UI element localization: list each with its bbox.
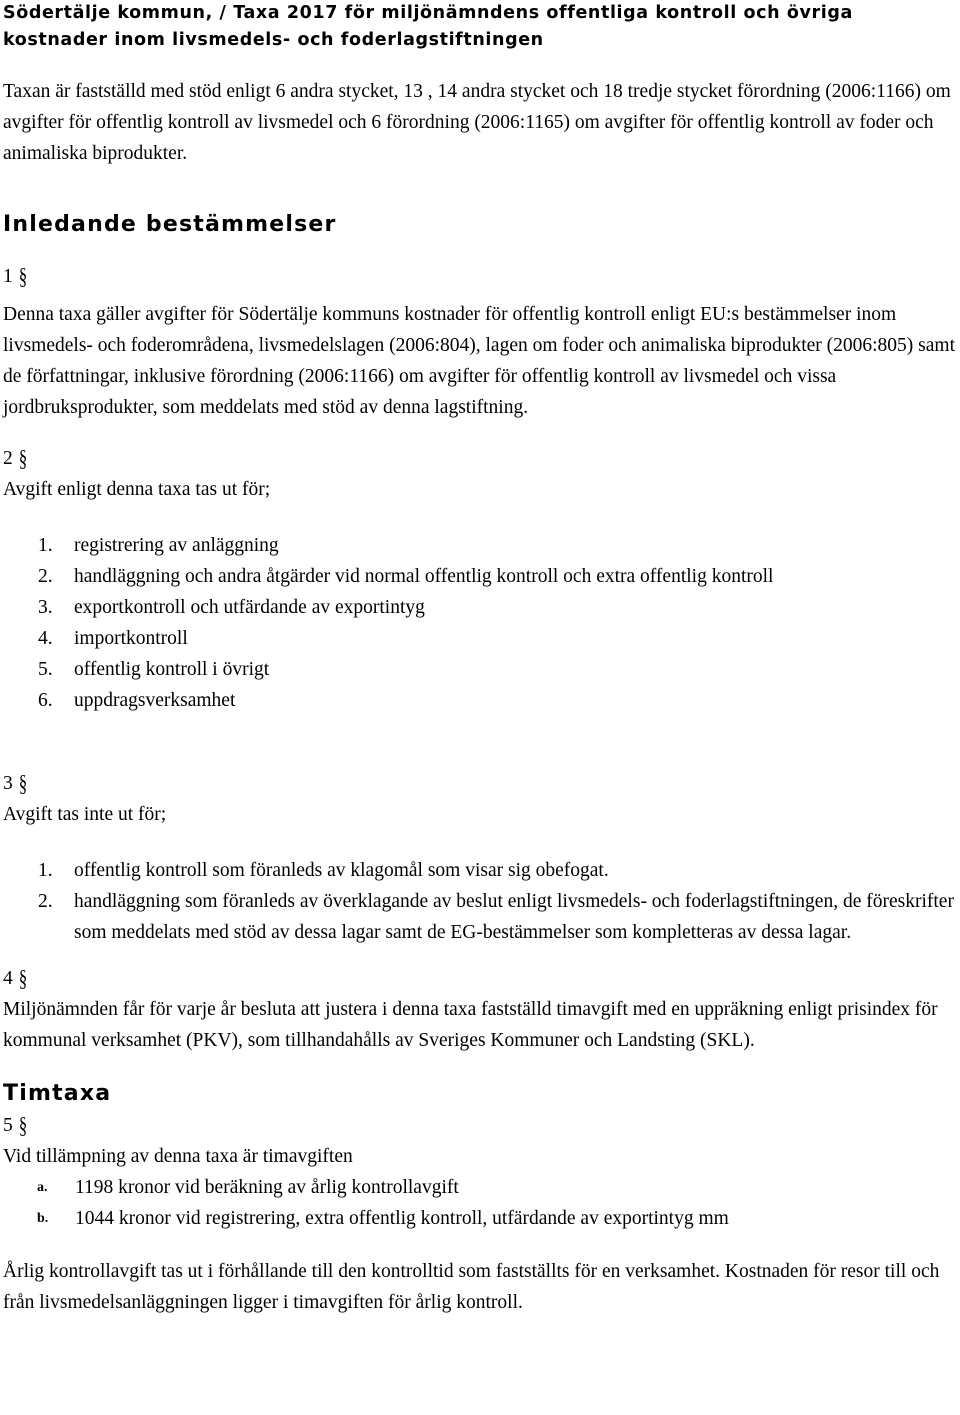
- paragraph-sign-icon: §: [18, 445, 28, 472]
- list-item: 2. handläggning som föranleds av överklagande av beslut enligt livsmedels- och foderlagstiftningen, de föreskrifter som meddelats med stöd av dessa lagar samt de EG-bestämmelser som kompletteras av dessa lagar.: [38, 891, 954, 943]
- list-item: b. 1044 kronor vid registrering, extra offentlig kontroll, utfärdande av exportintyg mm: [37, 1208, 729, 1229]
- section-2: [3, 443, 955, 716]
- paragraph-sign-icon: §: [18, 965, 28, 992]
- list-item: 2. handläggning och andra åtgärder vid normal offentlig kontroll och extra offentlig kontroll: [38, 566, 774, 587]
- section-3-list: [3, 855, 955, 948]
- list-item: 1. registrering av anläggning: [38, 535, 279, 556]
- section-3-lead: Avgift tas inte ut för;: [3, 804, 167, 825]
- paragraph-sign-icon: §: [18, 1112, 28, 1139]
- section-number: 1 §: [3, 261, 955, 292]
- list-item: a. 1198 kronor vid beräkning av årlig kontrollavgift: [37, 1177, 459, 1198]
- section-5-closing: Årlig kontrollavgift tas ut i förhållande till den kontrolltid som fastställts för en verksamhet. Kostnaden för resor till och från livsmedelsanläggningen ligger i timavgiften för årlig kontroll.: [3, 1261, 940, 1313]
- heading-inledande-bestammelser: Inledande bestämmelser: [3, 212, 337, 237]
- intro-paragraph: Taxan är fastställd med stöd enligt 6 andra stycket, 13 , 14 andra stycket och 18 tredje stycket förordning (2006:1166) om avgifter för offentlig kontroll av livsmedel och 6 förordning (2006:1165) om avgifter för offentlig kontroll av foder och animaliska biprodukter.: [3, 81, 951, 164]
- document-title: Södertälje kommun, / Taxa 2017 för miljönämndens offentliga kontroll och övriga kostnader inom livsmedels- och foderlagstiftningen: [3, 3, 853, 50]
- section-number: 3 §: [3, 768, 955, 799]
- section-1-text: Denna taxa gäller avgifter för Södertälje kommuns kostnader för offentlig kontroll enligt EU:s bestämmelser inom livsmedels- och foderområdena, livsmedelslagen (2006:804), lagen om foder och animaliska biprodukter (2006:805) samt de författningar, inklusive förordning (2006:1166) om avgifter för offentlig kontroll av livsmedel och vissa jordbruksprodukter, som meddelats med stöd av denna lagstiftning.: [3, 304, 955, 418]
- section-5-lead: Vid tillämpning av denna taxa är timavgiften: [3, 1146, 353, 1167]
- list-item: 3. exportkontroll och utfärdande av exportintyg: [38, 597, 425, 618]
- document-page: [3, 0, 955, 1318]
- section-number: 2 §: [3, 443, 955, 474]
- section-4-text: Miljönämnden får för varje år besluta att justera i denna taxa fastställd timavgift med en uppräkning enligt prisindex för kommunal verksamhet (PKV), som tillhandahålls av Sveriges Kommuner och Landsting (SKL).: [3, 999, 938, 1051]
- section-5: [3, 1110, 955, 1318]
- section-3: [3, 768, 955, 948]
- list-item: 5. offentlig kontroll i övrigt: [38, 659, 270, 680]
- section-2-lead: Avgift enligt denna taxa tas ut för;: [3, 479, 271, 500]
- list-item: 1. offentlig kontroll som föranleds av klagomål som visar sig obefogat.: [38, 860, 609, 881]
- paragraph-sign-icon: §: [18, 770, 28, 797]
- heading-timtaxa: Timtaxa: [3, 1081, 112, 1106]
- paragraph-sign-icon: §: [18, 263, 28, 290]
- section-number: 4 §: [3, 963, 955, 994]
- section-5-list: [3, 1172, 955, 1234]
- section-2-list: [3, 530, 955, 716]
- section-number: 5 §: [3, 1110, 955, 1141]
- section-4: [3, 963, 955, 1056]
- list-item: 4. importkontroll: [38, 628, 188, 649]
- list-item: 6. uppdragsverksamhet: [38, 690, 236, 711]
- section-1: [3, 261, 955, 423]
